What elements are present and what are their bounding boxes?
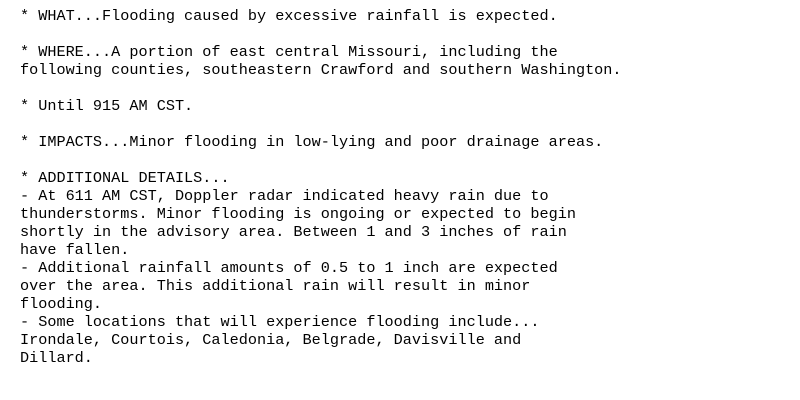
details-line: shortly in the advisory area. Between 1 and 3 inches of rain <box>20 223 567 241</box>
where-line-2: following counties, southeastern Crawford and southern Washington. <box>20 61 622 79</box>
details-line: Irondale, Courtois, Caledonia, Belgrade, Davisville and <box>20 331 522 349</box>
additional-details-section <box>20 169 800 367</box>
details-line: - Additional rainfall amounts of 0.5 to 1 inch are expected <box>20 259 558 277</box>
details-line: thunderstorms. Minor flooding is ongoing or expected to begin <box>20 205 576 223</box>
details-line: have fallen. <box>20 241 130 259</box>
impacts-line: * IMPACTS...Minor flooding in low-lying and poor drainage areas. <box>20 133 604 151</box>
details-line: - At 611 AM CST, Doppler radar indicated heavy rain due to <box>20 187 549 205</box>
what-line: * WHAT...Flooding caused by excessive rainfall is expected. <box>20 7 558 25</box>
impacts-section <box>20 133 800 151</box>
until-section <box>20 97 800 115</box>
what-section <box>20 7 800 25</box>
details-heading: * ADDITIONAL DETAILS... <box>20 169 230 187</box>
where-line-1: * WHERE...A portion of east central Missouri, including the <box>20 43 558 61</box>
until-line: * Until 915 AM CST. <box>20 97 194 115</box>
details-line: Dillard. <box>20 349 93 367</box>
where-section <box>20 43 800 79</box>
details-line: flooding. <box>20 295 103 313</box>
details-line: over the area. This additional rain will result in minor <box>20 277 531 295</box>
details-line: - Some locations that will experience flooding include... <box>20 313 540 331</box>
